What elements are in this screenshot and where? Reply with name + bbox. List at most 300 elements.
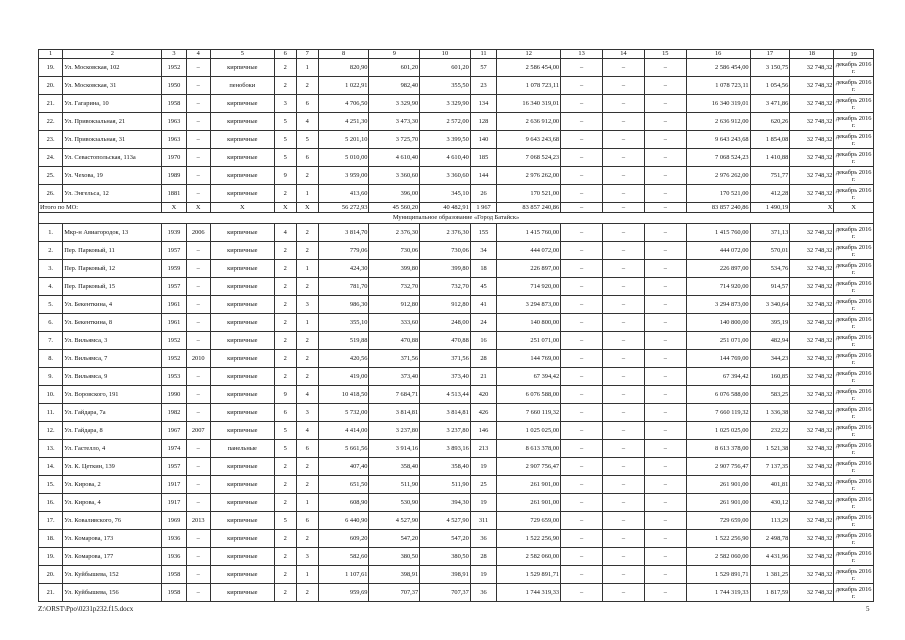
table-cell: –	[186, 131, 210, 149]
table-cell: 1 854,08	[750, 131, 790, 149]
table-cell: 3 814,70	[318, 224, 369, 242]
table-cell: 4 527,90	[420, 512, 471, 530]
table-cell: 19	[470, 494, 496, 512]
table-cell: декабрь 2016 г.	[835, 351, 872, 366]
table-cell: –	[186, 185, 210, 203]
table-cell: 582,60	[318, 548, 369, 566]
table-cell: –	[644, 167, 686, 185]
table-cell: 13	[561, 50, 603, 59]
table-cell: декабрь 2016 г.	[835, 531, 872, 546]
table-cell: 24.	[39, 149, 63, 167]
table-cell: –	[561, 566, 603, 584]
table-cell: X	[296, 203, 318, 213]
table-cell: –	[644, 185, 686, 203]
table-cell: 3 237,80	[420, 422, 471, 440]
table-cell: –	[603, 440, 645, 458]
table-row	[39, 566, 874, 584]
table-cell: 4	[186, 50, 210, 59]
table-cell: –	[561, 422, 603, 440]
table-cell: –	[644, 59, 686, 77]
table-cell: 32 748,32	[790, 566, 834, 584]
table-cell: 430,12	[750, 494, 790, 512]
table-cell: 32 748,32	[790, 260, 834, 278]
table-cell: 2	[296, 224, 318, 242]
table-cell: декабрь 2016 г.	[835, 225, 872, 240]
table-cell: –	[644, 260, 686, 278]
table-cell: –	[644, 77, 686, 95]
table-cell: 170 521,00	[686, 185, 750, 203]
table-cell: 2	[274, 332, 296, 350]
table-cell: 651,50	[318, 476, 369, 494]
table-cell: 1	[296, 314, 318, 332]
table-cell: 18.	[39, 530, 63, 548]
table-cell: 2	[296, 530, 318, 548]
table-cell: 226 897,00	[686, 260, 750, 278]
table-cell: 401,81	[750, 476, 790, 494]
table-cell: –	[186, 314, 210, 332]
table-cell: 128	[470, 113, 496, 131]
table-cell: 226 897,00	[497, 260, 561, 278]
table-cell: 1982	[162, 404, 186, 422]
table-cell: кирпичные	[210, 113, 274, 131]
table-cell: 608,90	[318, 494, 369, 512]
table-cell: –	[186, 167, 210, 185]
table-cell: 83 857 240,86	[497, 203, 561, 213]
table-cell: 412,28	[750, 185, 790, 203]
table-row	[39, 224, 874, 242]
table-cell: 413,60	[318, 185, 369, 203]
table-cell: 45 560,20	[369, 203, 420, 213]
table-cell: 1 521,38	[750, 440, 790, 458]
total-row	[39, 203, 874, 213]
table-cell: 547,20	[369, 530, 420, 548]
table-cell: 1989	[162, 167, 186, 185]
table-cell: 959,69	[318, 584, 369, 602]
table-cell: 32 748,32	[790, 476, 834, 494]
table-cell: 511,90	[420, 476, 471, 494]
table-cell: Ул. Привокзальная, 21	[63, 113, 162, 131]
total-label: Итого по МО:	[39, 203, 162, 213]
table-cell: 5	[274, 149, 296, 167]
table-cell: –	[186, 530, 210, 548]
table-cell: 232,22	[750, 422, 790, 440]
table-cell: кирпичные	[210, 548, 274, 566]
table-row	[39, 386, 874, 404]
table-cell: декабрь 2016 г.	[835, 387, 872, 402]
table-cell: 358,40	[369, 458, 420, 476]
table-cell: 251 071,00	[497, 332, 561, 350]
table-cell: 1917	[162, 494, 186, 512]
table-cell: 1 744 319,33	[686, 584, 750, 602]
table-cell: –	[644, 203, 686, 213]
table-cell: –	[644, 530, 686, 548]
table-cell: 4	[274, 224, 296, 242]
table-cell: 6	[296, 95, 318, 113]
table-cell: декабрь 2016 г.	[835, 423, 872, 438]
table-cell: –	[186, 296, 210, 314]
table-cell: 32 748,32	[790, 404, 834, 422]
table-cell: 5	[274, 422, 296, 440]
table-cell: 2	[296, 458, 318, 476]
table-cell: кирпичные	[210, 476, 274, 494]
table-row	[39, 278, 874, 296]
table-cell: 1936	[162, 548, 186, 566]
table-cell: 3.	[39, 260, 63, 278]
table-cell: 1881	[162, 185, 186, 203]
table-cell: –	[186, 458, 210, 476]
table-cell: –	[561, 314, 603, 332]
table-cell: 9 643 243,68	[686, 131, 750, 149]
table-cell: 1 817,59	[750, 584, 790, 602]
table-cell: 15	[644, 50, 686, 59]
table-cell: 32 748,32	[790, 368, 834, 386]
table-cell: 707,37	[420, 584, 471, 602]
table-cell: –	[561, 494, 603, 512]
table-cell: 470,88	[369, 332, 420, 350]
table-cell: кирпичные	[210, 386, 274, 404]
table-cell: 140 800,00	[497, 314, 561, 332]
table-cell: 2 376,30	[420, 224, 471, 242]
table-cell: 730,06	[420, 242, 471, 260]
table-cell: –	[186, 494, 210, 512]
table-cell: Ул. Московская, 31	[63, 77, 162, 95]
table-cell: кирпичные	[210, 458, 274, 476]
table-cell: 5	[274, 440, 296, 458]
table-cell: 373,40	[369, 368, 420, 386]
table-cell: 982,40	[369, 77, 420, 95]
table-cell: 609,20	[318, 530, 369, 548]
table-cell: 4 527,90	[369, 512, 420, 530]
table-cell: 144 769,00	[497, 350, 561, 368]
table-cell: 779,06	[318, 242, 369, 260]
table-cell: 10 418,50	[318, 386, 369, 404]
table-cell: Ул. Бекенткина, 8	[63, 314, 162, 332]
table-cell: 1	[296, 566, 318, 584]
table-cell: 2	[274, 548, 296, 566]
table-cell: 1	[296, 260, 318, 278]
table-cell: X	[162, 203, 186, 213]
table-cell: 986,30	[318, 296, 369, 314]
table-cell: 6	[274, 404, 296, 422]
table-cell: –	[561, 242, 603, 260]
table-cell: 2 498,78	[750, 530, 790, 548]
table-cell: 2 907 756,47	[497, 458, 561, 476]
table-cell: –	[603, 476, 645, 494]
table-cell: 140 800,00	[686, 314, 750, 332]
table-cell: 1 078 723,11	[686, 77, 750, 95]
table-cell: 407,40	[318, 458, 369, 476]
table-cell: 2 907 756,47	[686, 458, 750, 476]
table-cell: 36	[470, 584, 496, 602]
table-cell: 1	[39, 50, 63, 59]
table-cell: 7	[296, 50, 318, 59]
table-cell: 21.	[39, 584, 63, 602]
table-cell: 9	[369, 50, 420, 59]
table-cell: 36	[470, 530, 496, 548]
table-cell: –	[186, 95, 210, 113]
table-row	[39, 242, 874, 260]
table-cell: –	[603, 512, 645, 530]
table-cell: 3 893,16	[420, 440, 471, 458]
table-cell: кирпичные	[210, 584, 274, 602]
table-cell: –	[644, 494, 686, 512]
table-cell: –	[644, 566, 686, 584]
table-cell: кирпичные	[210, 494, 274, 512]
table-cell: 912,80	[369, 296, 420, 314]
table-cell: –	[603, 278, 645, 296]
table-cell: 534,76	[750, 260, 790, 278]
table-cell: декабрь 2016 г.	[835, 477, 872, 492]
table-cell: 5 010,00	[318, 149, 369, 167]
table-cell: 373,40	[420, 368, 471, 386]
table-cell: декабрь 2016 г.	[835, 585, 872, 600]
table-cell: 7 068 524,23	[497, 149, 561, 167]
table-cell: 1 336,38	[750, 404, 790, 422]
table-cell: 13.	[39, 440, 63, 458]
table-cell: 1917	[162, 476, 186, 494]
table-cell: –	[561, 260, 603, 278]
table-cell: 444 072,00	[686, 242, 750, 260]
table-cell: 547,20	[420, 530, 471, 548]
table-cell: Ул. Гагарина, 10	[63, 95, 162, 113]
table-cell: 9	[274, 386, 296, 404]
table-cell: –	[186, 566, 210, 584]
table-cell: 3 471,86	[750, 95, 790, 113]
table-cell: 7 684,71	[369, 386, 420, 404]
table-cell: 14.	[39, 458, 63, 476]
table-cell: 398,91	[369, 566, 420, 584]
table-row	[39, 167, 874, 185]
table-cell: 2 376,30	[369, 224, 420, 242]
table-cell: декабрь 2016 г.	[835, 459, 872, 474]
table-cell: Пер. Парковый, 12	[63, 260, 162, 278]
table-cell: панельные	[210, 440, 274, 458]
table-cell: 2	[274, 350, 296, 368]
table-cell: 4	[296, 386, 318, 404]
table-cell: –	[603, 260, 645, 278]
table-cell: кирпичные	[210, 530, 274, 548]
table-cell: 9 643 243,68	[497, 131, 561, 149]
table-cell: кирпичные	[210, 149, 274, 167]
table-cell: кирпичные	[210, 260, 274, 278]
table-cell: –	[186, 77, 210, 95]
table-cell: кирпичные	[210, 131, 274, 149]
table-cell: 2	[296, 476, 318, 494]
table-cell: 10	[420, 50, 471, 59]
table-row	[39, 368, 874, 386]
table-cell: кирпичные	[210, 350, 274, 368]
table-cell: 19	[834, 50, 874, 59]
table-cell: –	[561, 59, 603, 77]
table-cell: –	[644, 440, 686, 458]
table-cell: 1961	[162, 296, 186, 314]
table-cell: 396,00	[369, 185, 420, 203]
table-cell: 570,01	[750, 242, 790, 260]
table-cell: декабрь 2016 г.	[835, 96, 872, 111]
table-cell: –	[644, 584, 686, 602]
table-cell: 6 440,90	[318, 512, 369, 530]
table-cell: 2	[274, 185, 296, 203]
table-cell: –	[644, 476, 686, 494]
table-cell: 3 959,00	[318, 167, 369, 185]
table-cell: –	[644, 350, 686, 368]
table-cell: 28	[470, 548, 496, 566]
table-cell: 23	[470, 77, 496, 95]
table-cell: 19	[470, 566, 496, 584]
table-cell: 32 748,32	[790, 530, 834, 548]
table-cell: 144	[470, 167, 496, 185]
table-cell: 1953	[162, 368, 186, 386]
table-cell: –	[644, 149, 686, 167]
table-cell: 67 394,42	[497, 368, 561, 386]
table-cell: –	[603, 458, 645, 476]
table-cell: 5	[296, 131, 318, 149]
table-cell: –	[603, 386, 645, 404]
table-cell: 3 237,80	[369, 422, 420, 440]
table-cell: 7 660 119,32	[497, 404, 561, 422]
table-cell: 1 522 256,90	[686, 530, 750, 548]
table-cell: –	[603, 404, 645, 422]
table-cell: 8 613 378,00	[497, 440, 561, 458]
table-cell: 519,88	[318, 332, 369, 350]
table-cell: –	[186, 548, 210, 566]
table-cell: 261 901,00	[497, 494, 561, 512]
table-cell: Ул. Вильямса, 9	[63, 368, 162, 386]
table-cell: –	[603, 131, 645, 149]
table-cell: –	[644, 368, 686, 386]
table-cell: –	[644, 113, 686, 131]
table-cell: Ул. Вильямса, 7	[63, 350, 162, 368]
table-cell: –	[644, 314, 686, 332]
table-cell: 24	[470, 314, 496, 332]
table-cell: 420,56	[318, 350, 369, 368]
table-cell: 25.	[39, 167, 63, 185]
section-row	[39, 213, 874, 224]
table-cell: 1963	[162, 131, 186, 149]
table-cell: 7 660 119,32	[686, 404, 750, 422]
table-cell: 134	[470, 95, 496, 113]
table-cell: 2 582 060,00	[686, 548, 750, 566]
table-cell: 5	[274, 512, 296, 530]
table-cell: кирпичные	[210, 242, 274, 260]
table-cell: 32 748,32	[790, 278, 834, 296]
table-cell: 751,77	[750, 167, 790, 185]
table-cell: Пер. Парковый, 11	[63, 242, 162, 260]
table-cell: 213	[470, 440, 496, 458]
table-cell: 9.	[39, 368, 63, 386]
table-cell: 1	[296, 59, 318, 77]
table-cell: Ул. Куйбышева, 156	[63, 584, 162, 602]
table-cell: 34	[470, 242, 496, 260]
table-cell: 19	[470, 458, 496, 476]
table-cell: –	[561, 203, 603, 213]
table-cell: –	[603, 203, 645, 213]
table-cell: 3 360,60	[369, 167, 420, 185]
table-cell: –	[644, 242, 686, 260]
table-row	[39, 59, 874, 77]
table-cell: 32 748,32	[790, 350, 834, 368]
table-cell: декабрь 2016 г.	[835, 168, 872, 183]
table-cell: 2	[274, 314, 296, 332]
table-cell: декабрь 2016 г.	[835, 405, 872, 420]
table-cell: 113,29	[750, 512, 790, 530]
table-cell: 1 054,56	[750, 77, 790, 95]
table-cell: 32 748,32	[790, 59, 834, 77]
table-cell: 3	[296, 296, 318, 314]
table-cell: 2013	[186, 512, 210, 530]
table-cell: 420	[470, 386, 496, 404]
table-cell: –	[186, 260, 210, 278]
table-row	[39, 350, 874, 368]
table-cell: 2.	[39, 242, 63, 260]
table-row	[39, 260, 874, 278]
table-cell: 261 901,00	[497, 476, 561, 494]
table-cell: –	[561, 224, 603, 242]
table-cell: 40 482,91	[420, 203, 471, 213]
page-number: 5	[866, 605, 870, 613]
table-cell: 395,19	[750, 314, 790, 332]
table-cell: Ул. Вильямса, 3	[63, 332, 162, 350]
table-cell: Ул. К. Цеткин, 139	[63, 458, 162, 476]
table-cell: 25	[470, 476, 496, 494]
table-cell: 3	[296, 548, 318, 566]
table-cell: 20.	[39, 77, 63, 95]
table-cell: 2	[296, 350, 318, 368]
table-cell: декабрь 2016 г.	[835, 150, 872, 165]
table-row	[39, 476, 874, 494]
table-cell: –	[644, 404, 686, 422]
table-cell: 1.	[39, 224, 63, 242]
table-cell: 2	[296, 242, 318, 260]
table-cell: кирпичные	[210, 404, 274, 422]
table-cell: 1 381,25	[750, 566, 790, 584]
table-cell: 185	[470, 149, 496, 167]
table-cell: –	[561, 77, 603, 95]
table-cell: 2 572,00	[420, 113, 471, 131]
table-cell: декабрь 2016 г.	[835, 186, 872, 201]
table-cell: 8.	[39, 350, 63, 368]
table-cell: декабрь 2016 г.	[835, 495, 872, 510]
table-cell: –	[561, 131, 603, 149]
table-cell: 2	[296, 77, 318, 95]
table-cell: –	[644, 512, 686, 530]
table-cell: 6	[296, 149, 318, 167]
table-cell: 1 410,88	[750, 149, 790, 167]
table-cell: X	[210, 203, 274, 213]
table-cell: 399,80	[369, 260, 420, 278]
table-cell: –	[561, 584, 603, 602]
table-cell: 729 659,00	[686, 512, 750, 530]
table-cell: 714 920,00	[686, 278, 750, 296]
table-cell: Ул. Куйбышева, 152	[63, 566, 162, 584]
table-cell: –	[561, 440, 603, 458]
table-cell: 28	[470, 350, 496, 368]
table-cell: 2 976 262,00	[497, 167, 561, 185]
table-cell: 9	[274, 167, 296, 185]
table-cell: 32 748,32	[790, 584, 834, 602]
table-cell: –	[561, 548, 603, 566]
table-cell: 19.	[39, 59, 63, 77]
table-cell: –	[561, 350, 603, 368]
table-cell: декабрь 2016 г.	[835, 261, 872, 276]
table-cell: 7 068 524,23	[686, 149, 750, 167]
table-cell: –	[644, 95, 686, 113]
table-cell: X	[274, 203, 296, 213]
table-cell: 32 748,32	[790, 149, 834, 167]
table-cell: 1974	[162, 440, 186, 458]
column-number-row	[39, 50, 874, 59]
table-cell: Ул. Комарова, 177	[63, 548, 162, 566]
